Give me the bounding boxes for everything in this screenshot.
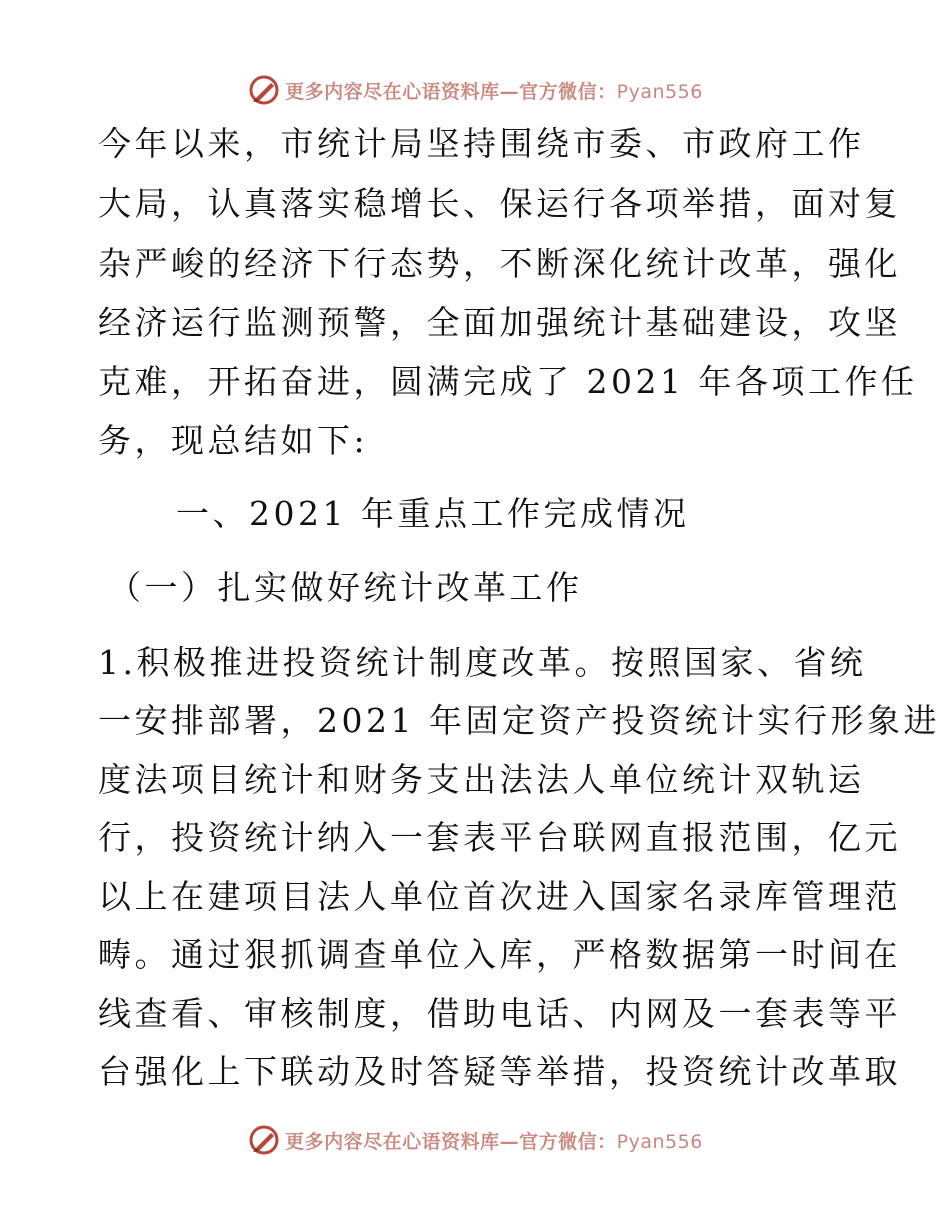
paragraph-line-4: 经济运行监测预警，全面加强统计基础建设，攻坚 <box>98 303 901 342</box>
paragraph-line-9: 度法项目统计和财务支出法法人单位统计双轨运 <box>98 760 865 799</box>
watermark-text <box>285 1127 703 1154</box>
paragraph-line-1: 今年以来，市统计局坚持围绕市委、市政府工作 <box>98 124 865 163</box>
watermark-footer <box>0 1120 950 1160</box>
watermark-wechat-id: Pyan556 <box>616 80 703 103</box>
paragraph-line-10: 行，投资统计纳入一套表平台联网直报范围，亿元 <box>98 818 901 857</box>
paragraph-line-12: 畴。通过狠抓调查单位入库，严格数据第一时间在 <box>98 935 901 974</box>
paragraph-line-6: 务，现总结如下: <box>98 421 369 460</box>
paragraph-line-7: 1.积极推进投资统计制度改革。按照国家、省统 <box>98 643 867 682</box>
paragraph-line-13: 线查看、审核制度，借助电话、内网及一套表等平 <box>98 994 901 1033</box>
paragraph-line-11: 以上在建项目法人单位首次进入国家名录库管理范 <box>98 877 901 916</box>
paragraph-line-2: 大局，认真落实稳增长、保运行各项举措，面对复 <box>98 184 901 223</box>
section-heading: 一、2021 年重点工作完成情况 <box>176 494 690 533</box>
watermark-wechat-id: Pyan556 <box>616 1130 703 1153</box>
paragraph-line-8: 一安排部署，2021 年固定资产投资统计实行形象进 <box>98 701 940 740</box>
pen-circle-logo-icon <box>247 1123 281 1157</box>
paragraph-line-14: 台强化上下联动及时答疑等举措，投资统计改革取 <box>98 1052 901 1091</box>
watermark-text-cn: 更多内容尽在心语资料库—官方微信： <box>285 80 617 103</box>
watermark-text-cn: 更多内容尽在心语资料库—官方微信： <box>285 1130 617 1153</box>
subsection-heading: （一）扎实做好统计改革工作 <box>108 568 583 607</box>
paragraph-line-3: 杂严峻的经济下行态势，不断深化统计改革，强化 <box>98 244 901 283</box>
paragraph-line-5: 克难，开拓奋进，圆满完成了 2021 年各项工作任 <box>98 362 918 401</box>
